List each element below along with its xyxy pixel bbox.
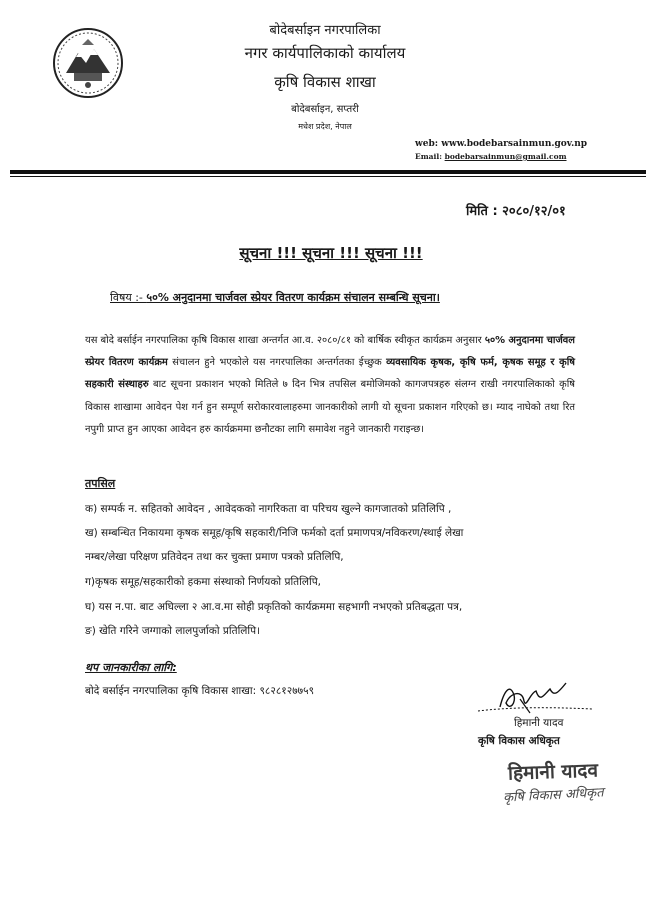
body-part-4: व्यवसायिक कृषक, कृषि फर्म, कृषक समूह र कृषि सहकारी संस्थाहरु [85, 357, 575, 391]
signatory-name: हिमानी यादव [514, 717, 564, 729]
tapsil-heading: तपसिल [85, 477, 116, 490]
notice-body [85, 330, 575, 441]
website-line [415, 139, 587, 149]
body-part-5: बाट सूचना प्रकाशन भएको मितिले ७ दिन भित्र तपसिल बमोजिमको कागजपत्रहरु संलग्न राखी नगरपालिकाको कृषि विकास शाखामा आवेदन पेश गर्न हुन सम्पूर्ण सरोकारवालाहरुमा जानकारीको लागी यो सूचना प्रकाशन गरिएको छ। म्याद नाघेको तथा रित नपुगी प्राप्त हुन आएका आवेदन हरु कार्यक्रममा छनौटका लागि समावेश नहुने जानकारी गराइन्छ। [85, 379, 575, 435]
body-part-1: यस बोदे बर्साईन नगरपालिका कृषि विकास शाखा अन्तर्गत आ.व. २०८०/८१ को बार्षिक स्वीकृत कार्यक्रम अनुसार [85, 335, 485, 346]
list-item: ख) सम्बन्धित निकायमा कृषक समूह/कृषि सहकारी/निजि फर्मको दर्ता प्रमाणपत्र/नविकरण/स्थाई लेखा [85, 527, 464, 539]
body-part-3: संचालन हुने भएकोले यस नगरपालिका अन्तर्गतका ईच्छुक [167, 357, 387, 369]
notice-title: सूचना !!! सूचना !!! सूचना !!! [239, 244, 423, 262]
office-province: मधेश प्रदेश, नेपाल [298, 122, 352, 131]
subject-text: ५०% अनुदानमा चार्जवल स्प्रेयर वितरण कार्यक्रम संचालन सम्बन्धि सूचना। [146, 291, 440, 304]
branch-name: कृषि विकास शाखा [274, 73, 376, 91]
stamp-title: कृषि विकास अधिकृत [502, 785, 604, 806]
list-item: ग)कृषक समूह/सहकारीको हकमा संस्थाको निर्णयको प्रतिलिपि, [85, 576, 322, 588]
more-info-heading: थप जानकारीका लागि: [85, 661, 177, 674]
municipality-name: बोदेबर्साइन नगरपालिका [269, 23, 381, 38]
signatory-title: कृषि विकास अधिकृत [478, 735, 560, 747]
header-divider-thin [10, 176, 646, 177]
website-label: web: [415, 139, 439, 149]
list-item: नम्बर/लेखा परिक्षण प्रतिवेदन तथा कर चुक्ता प्रमाण पत्रको प्रतिलिपि, [85, 551, 344, 563]
list-item: घ) यस न.पा. बाट अघिल्ला २ आ.व.मा सोही प्रकृतिको कार्यक्रममा सहभागी नभएको प्रतिबद्धता पत्र, [85, 601, 463, 613]
email-label: Email: [415, 152, 442, 161]
email-line [415, 152, 567, 161]
list-item: क) सम्पर्क न. सहितको आवेदन , आवेदकको नागरिकता वा परिचय खुल्ने कागजातको प्रतिलिपि , [85, 503, 452, 515]
contact-line: बोदे बर्साईन नगरपालिका कृषि विकास शाखा: ९८२८१२७७५९ [85, 685, 315, 697]
list-item: ङ) खेति गरिने जग्गाको लालपुर्जाको प्रतिलिपि। [85, 625, 261, 637]
office-address: बोदेबर्साइन, सप्तरी [291, 104, 359, 115]
subject-line [110, 290, 440, 305]
email-address[interactable]: bodebarsainmun@gmail.com [444, 152, 567, 161]
website-url[interactable]: www.bodebarsainmun.gov.np [441, 139, 588, 149]
stamp-name: हिमानी यादव [507, 759, 599, 785]
nepal-emblem-logo [52, 27, 124, 99]
office-name: नगर कार्यपालिकाको कार्यालय [244, 44, 406, 62]
notice-date: मिति : २०८०/१२/०१ [466, 204, 566, 219]
subject-label: विषय :- [110, 291, 147, 304]
header-divider-thick [10, 170, 646, 174]
body-part-2: ५०% अनुदानमा चार्जवल स्प्रेयर वितरण कार्यक्रम [85, 335, 575, 369]
